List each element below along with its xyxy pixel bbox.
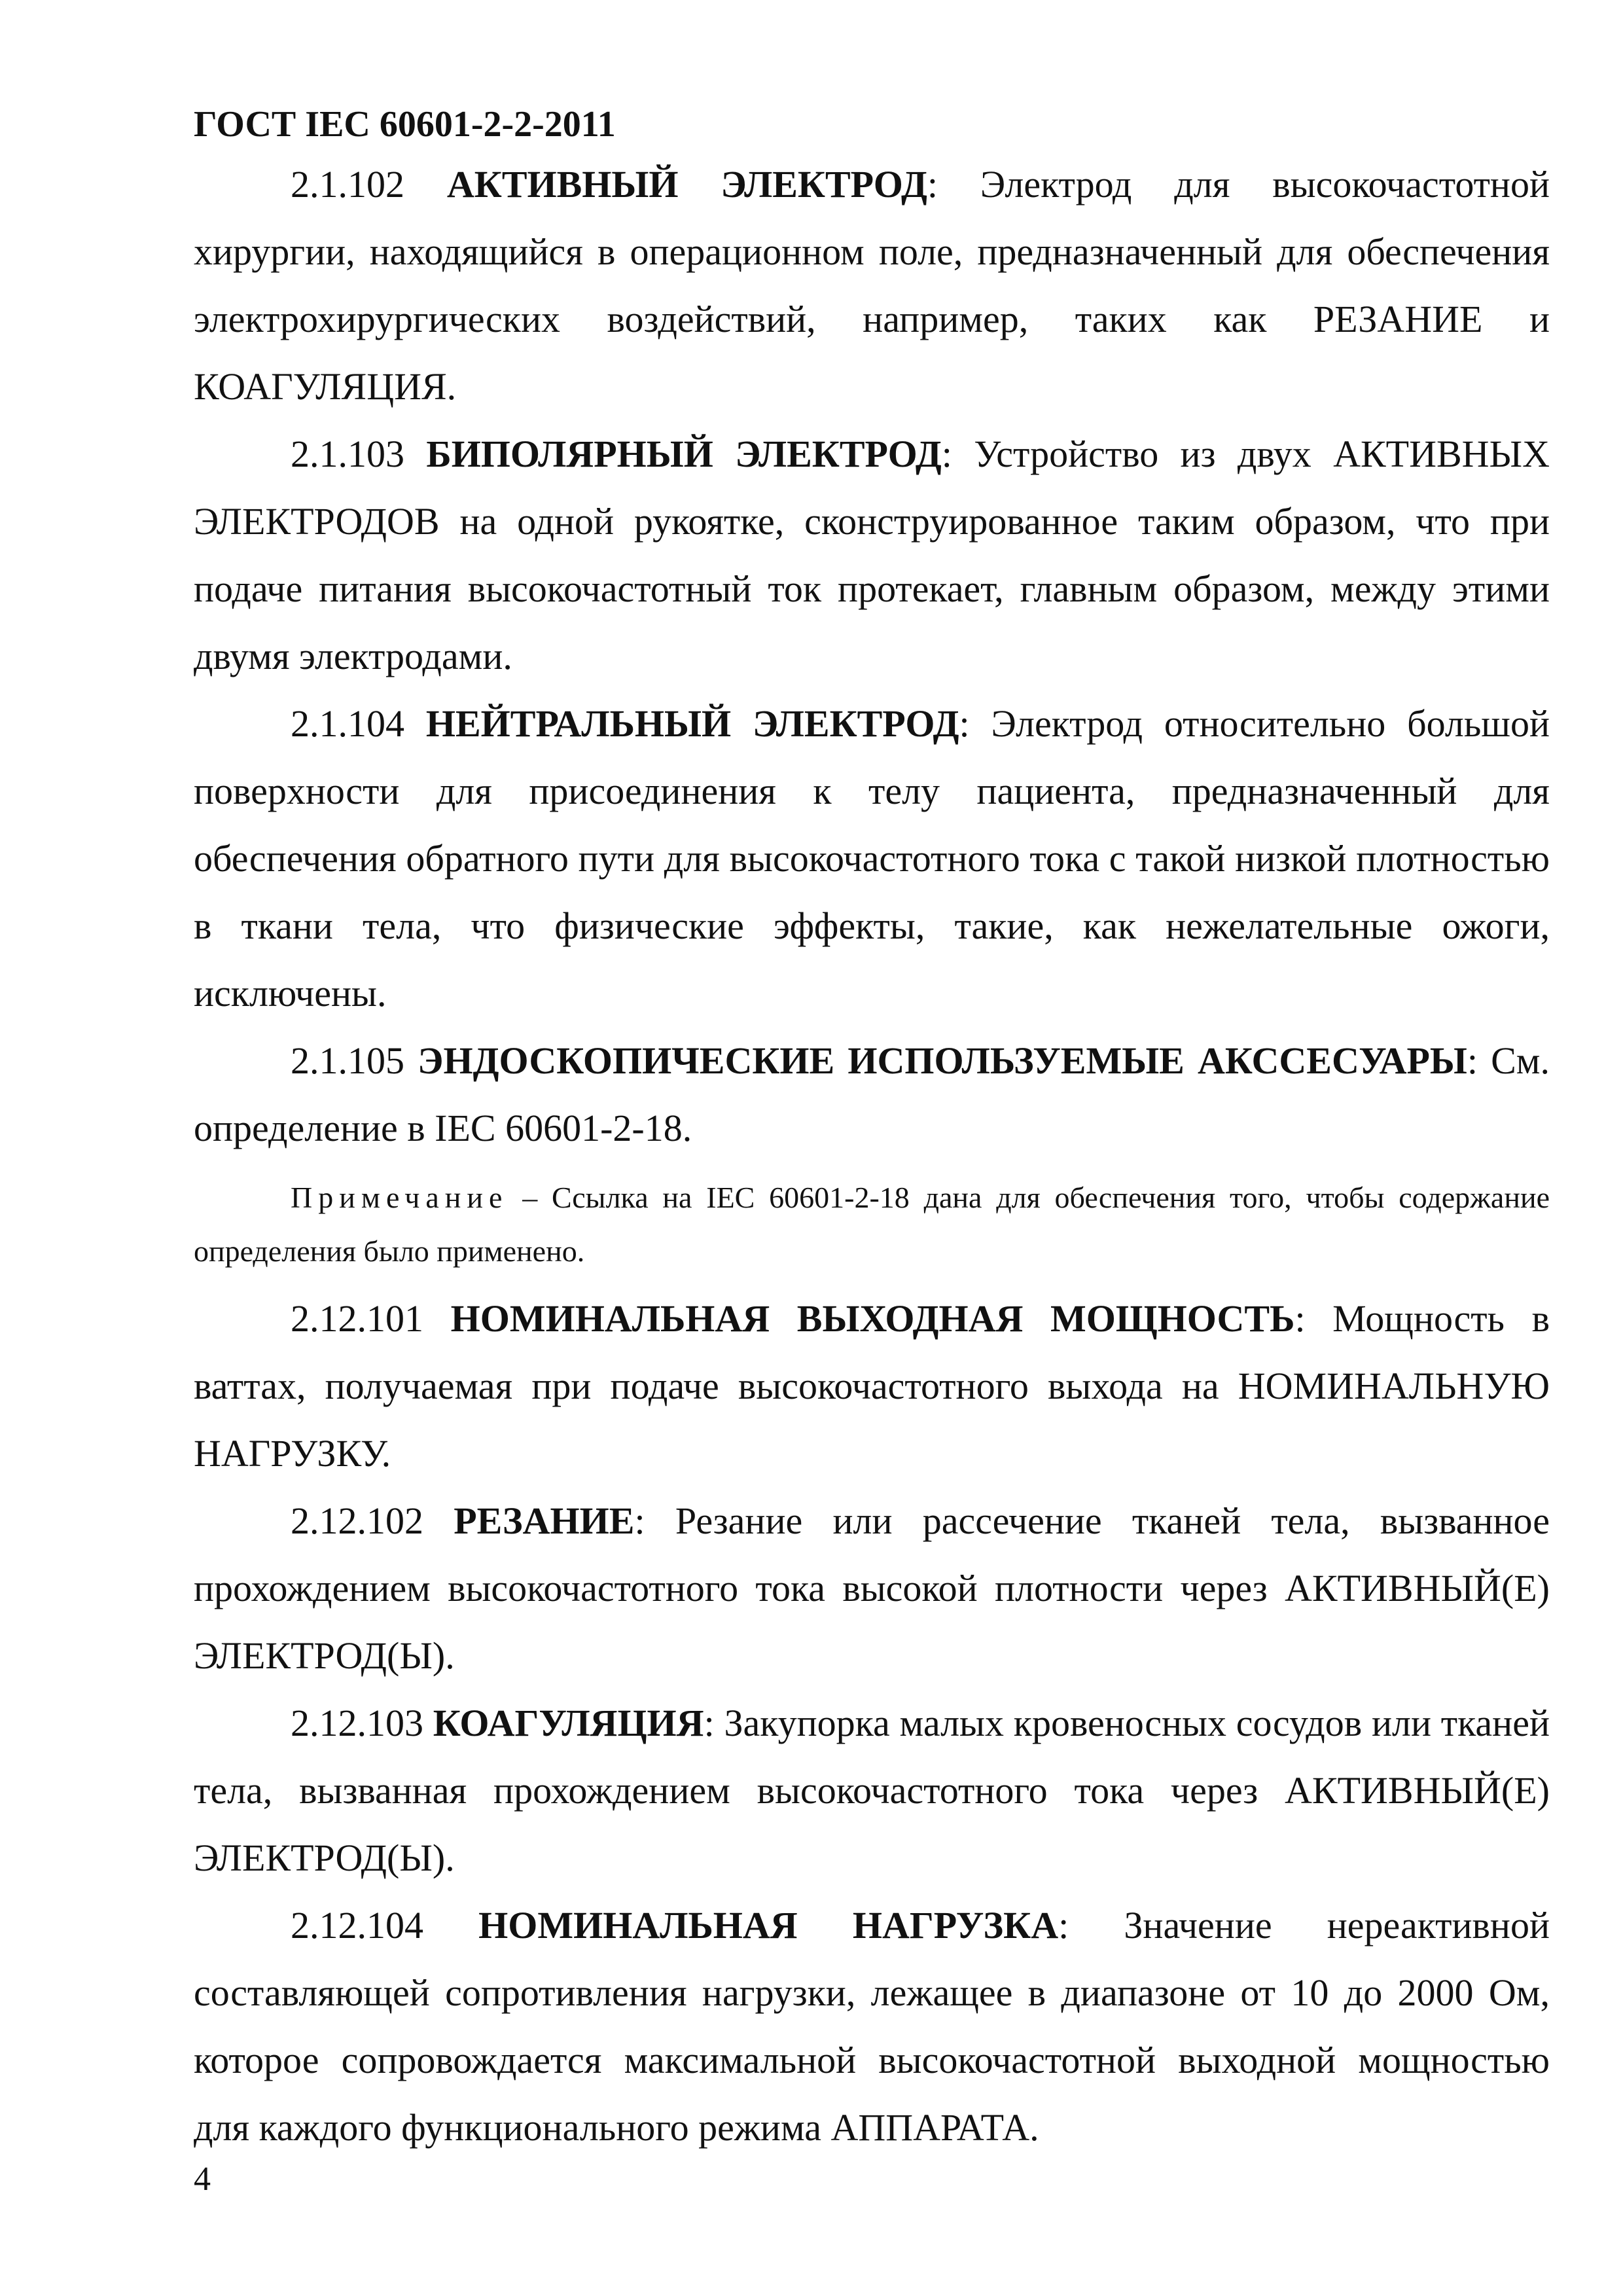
definition-number: 2.1.104	[291, 702, 404, 745]
definition-text: : Резание или рассечение тканей тела, вызванное прохождением высокочастотного тока высокой плотности через АКТИВНЫЙ(Е) ЭЛЕКТРОД(Ы).	[194, 1499, 1550, 1677]
definition-number: 2.12.104	[291, 1904, 423, 1946]
note	[194, 1171, 1550, 1278]
definition-text: : Закупорка малых кровеносных сосудов или тканей тела, вызванная прохождением высокочастотного тока через АКТИВНЫЙ(Е) ЭЛЕКТРОД(Ы).	[194, 1702, 1550, 1879]
note-label: Примечание	[291, 1181, 508, 1214]
definition-term: БИПОЛЯРНЫЙ ЭЛЕКТРОД	[426, 433, 942, 475]
definition-2-12-103	[194, 1689, 1550, 1892]
definition-text: : Устройство из двух АКТИВНЫХ ЭЛЕКТРОДОВ на одной рукоятке, сконструированное таким образом, что при подаче питания высокочастотный ток протекает, главным образом, между этими двумя электродами.	[194, 433, 1550, 677]
definition-text: : Мощность в ваттах, получаемая при подаче высокочастотного выхода на НОМИНАЛЬНУЮ НАГРУЗКУ.	[194, 1297, 1550, 1475]
definition-2-1-102	[194, 151, 1550, 420]
definition-number: 2.12.101	[291, 1297, 423, 1340]
definition-number: 2.1.105	[291, 1039, 404, 1082]
definition-number: 2.1.102	[291, 163, 404, 206]
definition-text: : Значение нереактивной составляющей сопротивления нагрузки, лежащее в диапазоне от 10 до 2000 Ом, которое сопровождается максимальной высокочастотной выходной мощностью для каждого функционального режима АППАРАТА.	[194, 1904, 1550, 2149]
definition-term: НОМИНАЛЬНАЯ НАГРУЗКА	[478, 1904, 1059, 1946]
definition-number: 2.12.103	[291, 1702, 423, 1744]
definition-term: РЕЗАНИЕ	[454, 1499, 635, 1542]
definition-2-12-104	[194, 1892, 1550, 2161]
definition-2-1-103	[194, 420, 1550, 690]
definition-number: 2.12.102	[291, 1499, 423, 1542]
page-number: 4	[194, 2161, 211, 2198]
definition-term: АКТИВНЫЙ ЭЛЕКТРОД	[446, 163, 927, 206]
definition-text: : См. определение в IEC 60601-2-18.	[194, 1039, 1550, 1149]
definition-2-1-105	[194, 1027, 1550, 1162]
definition-text: : Электрод для высокочастотной хирургии, находящийся в операционном поле, предназначенный для обеспечения электрохирургических воздействий, например, таких как РЕЗАНИЕ и КОАГУЛЯЦИЯ.	[194, 163, 1550, 408]
document-page	[194, 98, 1550, 2258]
definition-2-12-102	[194, 1487, 1550, 1689]
definition-number: 2.1.103	[291, 433, 404, 475]
definition-term: ЭНДОСКОПИЧЕСКИЕ ИСПОЛЬЗУЕМЫЕ АКССЕСУАРЫ	[418, 1039, 1467, 1082]
document-header: ГОСТ IEC 60601-2-2-2011	[194, 104, 616, 145]
definition-text: : Электрод относительно большой поверхности для присоединения к телу пациента, предназначенный для обеспечения обратного пути для высокочастотного тока с такой низкой плотностью в ткани тела, что физические эффекты, такие, как нежелательные ожоги, исключены.	[194, 702, 1550, 1014]
definition-term: НОМИНАЛЬНАЯ ВЫХОДНАЯ МОЩНОСТЬ	[450, 1297, 1295, 1340]
definition-term: КОАГУЛЯЦИЯ	[433, 1702, 704, 1744]
note-text: – Ссылка на IEC 60601-2-18 дана для обеспечения того, чтобы содержание определения было применено.	[194, 1181, 1550, 1268]
definition-2-1-104	[194, 690, 1550, 1027]
definition-term: НЕЙТРАЛЬНЫЙ ЭЛЕКТРОД	[425, 702, 959, 745]
definition-2-12-101	[194, 1285, 1550, 1487]
